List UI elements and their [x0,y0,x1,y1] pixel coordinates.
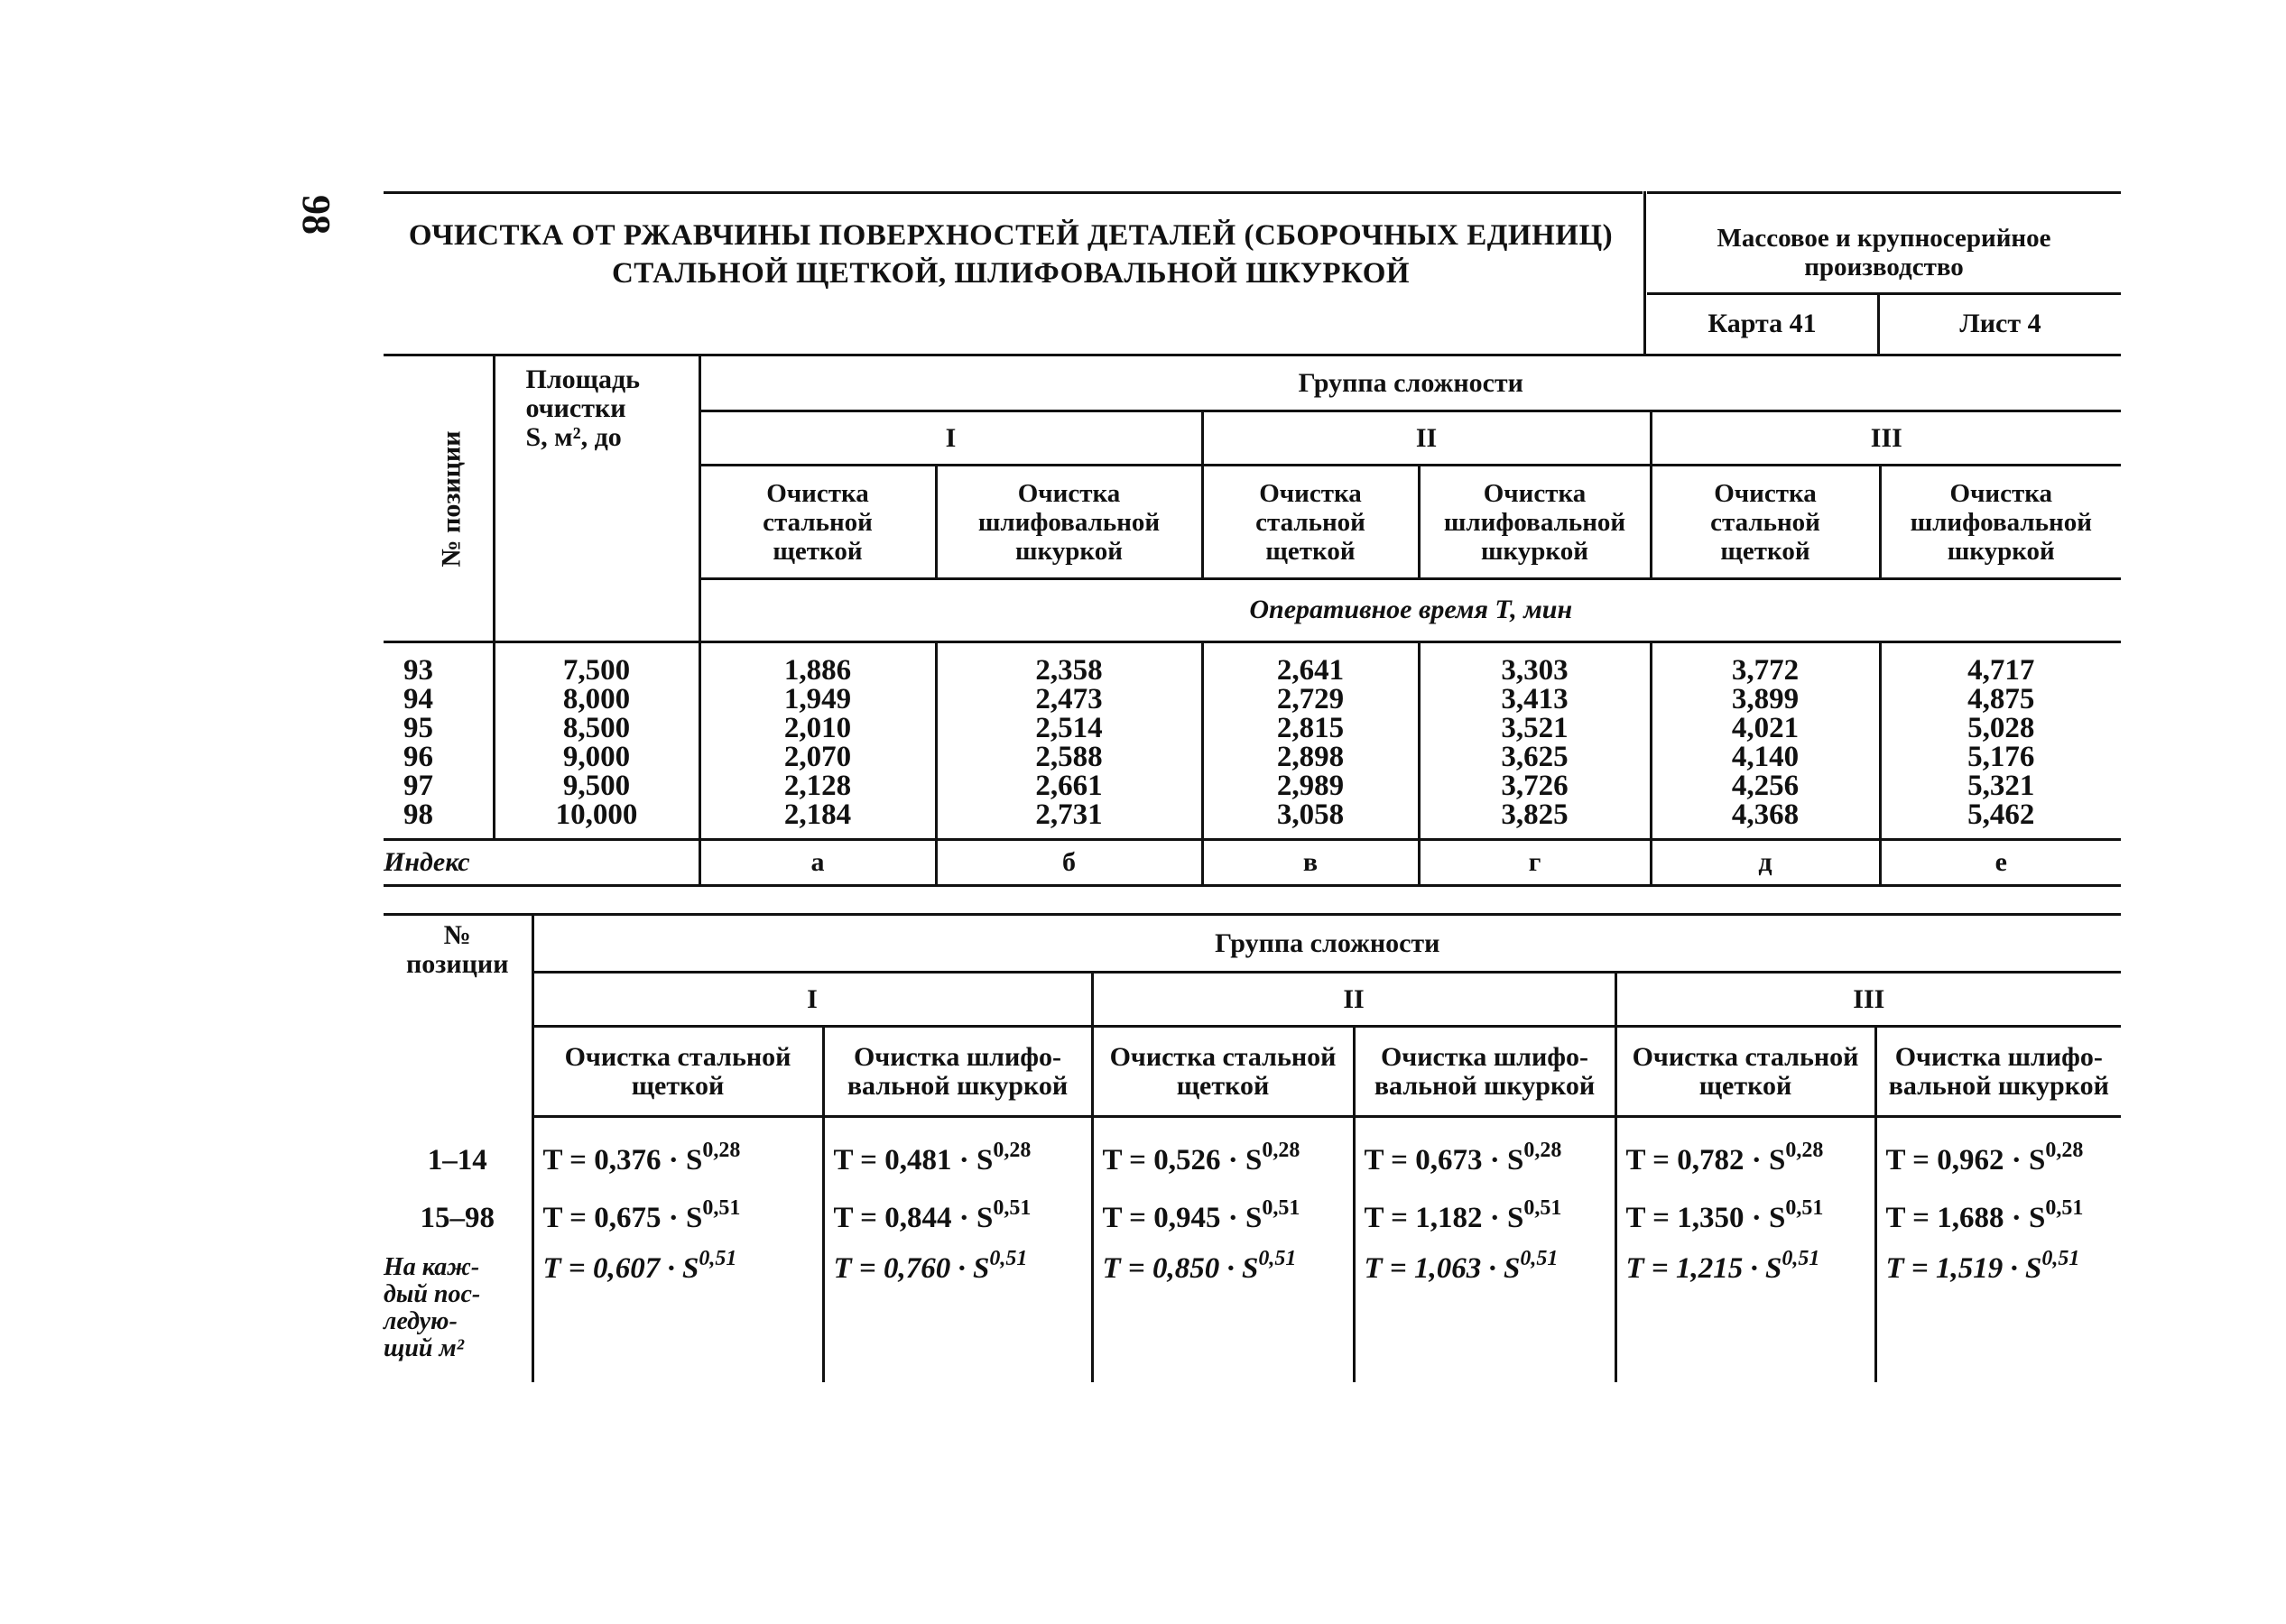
formula-1-d: T = 0,782 · S$^{0,28}$ [1615,1131,1875,1189]
document-header [384,191,2121,354]
time-column-g: 3,303 3,413 3,521 3,625 3,726 3,825 [1419,642,1651,840]
page-number: 98 [294,195,338,235]
formula-2-b: T = 0,844 · S$^{0,51}$ [823,1189,1092,1247]
row-label-1-14: 1–14 [427,1143,487,1176]
formula-row-1 [384,1131,2121,1189]
time-column-a: 1,886 1,949 2,010 2,070 2,128 2,184 [699,642,936,840]
method-steel-brush-i: Очистка стальной щеткой [699,466,936,578]
production-type [1647,224,2121,281]
index-a: а [699,840,936,886]
index-e: е [1880,840,2121,886]
formula-row-2 [384,1189,2121,1247]
row-label-15-98: 15–98 [420,1201,495,1234]
method2-steel-brush-ii: Очистка стальной щеткой [1092,1027,1354,1117]
complexity-group-header: Группа сложности [699,355,2121,411]
time-column-b: 2,358 2,473 2,514 2,588 2,661 2,731 [936,642,1202,840]
position-header: № позиции [384,355,494,642]
formula-3-d: T = 1,215 · S$^{0,51}$ [1615,1247,1875,1382]
formula-1-e: T = 0,962 · S$^{0,28}$ [1875,1131,2121,1189]
time-column-e: 4,717 4,875 5,028 5,176 5,321 5,462 [1880,642,2121,840]
production-line-2: производство [1804,253,1964,281]
group-header-2-i: I [532,973,1092,1027]
formula-1-g: T = 0,673 · S$^{0,28}$ [1354,1131,1615,1189]
time-column-d: 3,772 3,899 4,021 4,140 4,256 4,368 [1651,642,1880,840]
method2-sandpaper-i: Очистка шлифо- вальной шкуркой [823,1027,1092,1117]
method-sandpaper-iii: Очистка шлифовальной шкуркой [1880,466,2121,578]
title-line-2: СТАЛЬНОЙ ЩЕТКОЙ, ШЛИФОВАЛЬНОЙ ШКУРКОЙ [611,257,1411,290]
time-column-v: 2,641 2,729 2,815 2,898 2,989 3,058 [1202,642,1419,840]
position-header-2: № позиции [384,915,532,1117]
formula-2-g: T = 1,182 · S$^{0,51}$ [1354,1189,1615,1247]
index-label: Индекс [384,840,699,886]
operative-time-header: Оперативное время Т, мин [699,578,2121,641]
formula-3-b: T = 0,760 · S$^{0,51}$ [823,1247,1092,1382]
row-label-each-next: На каж- дый пос- ледую- щий м² [384,1252,481,1362]
group-header-ii: II [1202,411,1651,466]
formula-1-b: T = 0,481 · S$^{0,28}$ [823,1131,1092,1189]
production-line-1: Массовое и крупносерийное [1717,224,2051,253]
method-steel-brush-ii: Очистка стальной щеткой [1202,466,1419,578]
formula-row-3 [384,1247,2121,1382]
formula-3-a: T = 0,607 · S$^{0,51}$ [532,1247,823,1382]
index-b: б [936,840,1202,886]
formula-2-a: T = 0,675 · S$^{0,51}$ [532,1189,823,1247]
index-d: д [1651,840,1880,886]
header-rule-right [1647,191,2121,194]
method2-sandpaper-ii: Очистка шлифо- вальной шкуркой [1354,1027,1615,1117]
area-column: 7,500 8,000 8,500 9,000 9,500 10,000 [494,642,699,840]
card-sheet-row [1647,292,2121,356]
index-g: г [1419,840,1651,886]
time-table [384,354,2121,887]
header-rule-left [384,191,1643,194]
group-header-2-iii: III [1615,973,2121,1027]
group-header-iii: III [1651,411,2121,466]
formula-2-v: T = 0,945 · S$^{0,51}$ [1092,1189,1354,1247]
method-steel-brush-iii: Очистка стальной щеткой [1651,466,1880,578]
method2-steel-brush-iii: Очистка стальной щеткой [1615,1027,1875,1117]
title-line-1: ОЧИСТКА ОТ РЖАВЧИНЫ ПОВЕРХНОСТЕЙ ДЕТАЛЕЙ (СБОРОЧНЫХ ЕДИНИЦ) [408,219,1614,252]
area-header: Площадь очистки S, м², до [494,355,699,642]
position-column: 93 94 95 96 97 98 [384,642,494,840]
formula-2-d: T = 1,350 · S$^{0,51}$ [1615,1189,1875,1247]
formula-3-g: T = 1,063 · S$^{0,51}$ [1354,1247,1615,1382]
method-sandpaper-ii: Очистка шлифовальной шкуркой [1419,466,1651,578]
group-header-2-ii: II [1092,973,1615,1027]
data-block [384,642,2121,840]
header-divider [1643,191,1646,354]
method2-sandpaper-iii: Очистка шлифо- вальной шкуркой [1875,1027,2121,1117]
group-header-i: I [699,411,1202,466]
formula-2-e: T = 1,688 · S$^{0,51}$ [1875,1189,2121,1247]
card-number: Карта 41 [1647,295,1880,356]
formula-1-v: T = 0,526 · S$^{0,28}$ [1092,1131,1354,1189]
index-v: в [1202,840,1419,886]
formula-3-e: T = 1,519 · S$^{0,51}$ [1875,1247,2121,1382]
method-sandpaper-i: Очистка шлифовальной шкуркой [936,466,1202,578]
document-title [384,217,1638,292]
formula-table [384,913,2121,1382]
index-row [384,840,2121,886]
complexity-group-header-2: Группа сложности [532,915,2121,973]
sheet-number: Лист 4 [1959,309,2041,338]
formula-1-a: T = 0,376 · S$^{0,28}$ [532,1131,823,1189]
method2-steel-brush-i: Очистка стальной щеткой [532,1027,823,1117]
formula-3-v: T = 0,850 · S$^{0,51}$ [1092,1247,1354,1382]
